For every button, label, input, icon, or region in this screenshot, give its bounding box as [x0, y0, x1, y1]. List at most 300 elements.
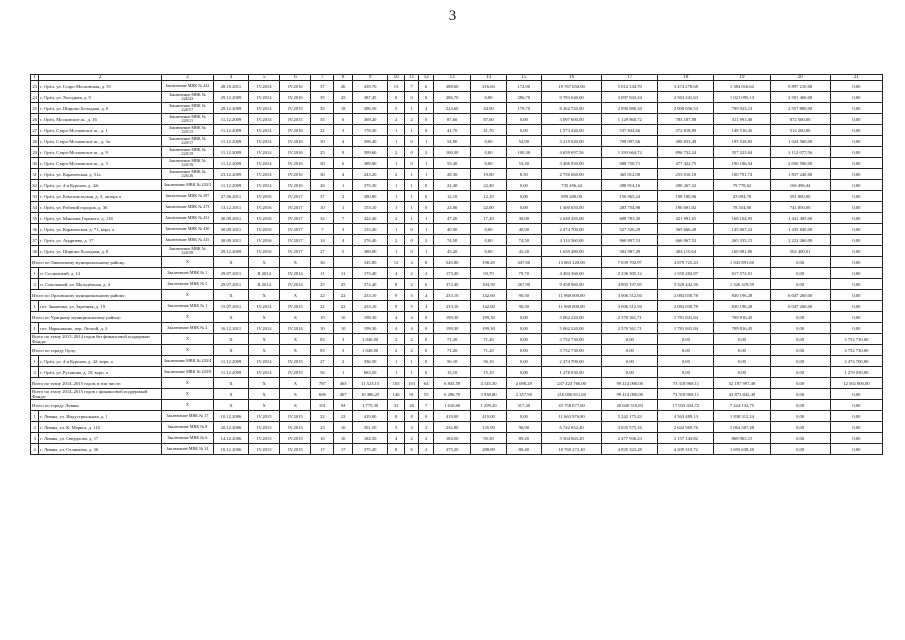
value-cell: 10 386,25: [352, 389, 387, 400]
value-cell: 108 180,06: [658, 191, 714, 202]
document-cell: Заключение МВК № 226/57: [161, 103, 213, 114]
value-cell: 8: [388, 411, 405, 422]
value-cell: 830 196,28: [714, 290, 770, 301]
value-cell: 26: [311, 180, 334, 191]
value-cell: 10.12.2006: [213, 411, 248, 422]
value-cell: 233,10: [352, 290, 387, 301]
value-cell: 13: [388, 81, 405, 92]
value-cell: 90,50: [506, 301, 541, 312]
document-cell: Заключение МВК № 6: [161, 433, 213, 444]
value-cell: 0,00: [830, 389, 882, 400]
table-row: [31, 158, 883, 169]
value-cell: 27: [311, 246, 334, 257]
value-cell: IV.2016: [249, 213, 280, 224]
address-cell: г. Орёл, ул. 4-я Курская, д. 42г: [39, 180, 162, 191]
value-cell: 233,10: [433, 290, 470, 301]
value-cell: 0,00: [602, 356, 658, 367]
value-cell: 10: [311, 202, 334, 213]
value-cell: 11 523,15: [352, 378, 387, 389]
value-cell: 22,00: [433, 202, 470, 213]
value-cell: 0,00: [506, 191, 541, 202]
value-cell: 1: [404, 367, 419, 378]
value-cell: 387,45: [352, 92, 387, 103]
address-cell: г. Орёл, Московское ш., д. 16: [39, 114, 162, 125]
value-cell: X: [249, 290, 280, 301]
table-row: [31, 279, 883, 290]
value-cell: 388,60: [433, 81, 470, 92]
document-cell: X: [161, 400, 213, 411]
address-cell: г. Орёл, Старо-Московское ш., д. 3а: [39, 136, 162, 147]
address-cell: г. Орёл, ул. Рабочий городок, д. 36: [39, 202, 162, 213]
value-cell: 3 752 730,00: [830, 345, 882, 356]
value-cell: IV.2017: [280, 224, 311, 235]
document-cell: X: [161, 378, 213, 389]
document-cell: Заключение МВК № 14: [161, 444, 213, 455]
value-cell: 2: [404, 268, 419, 279]
address-cell: г. Орёл, ул. Широко-Холодная, д. 8: [39, 246, 162, 257]
value-cell: 5 062 220,00: [541, 312, 601, 323]
value-cell: 2: [419, 422, 434, 433]
value-cell: 527 526,29: [602, 224, 658, 235]
value-cell: 0,00: [506, 114, 541, 125]
value-cell: 5: [388, 103, 405, 114]
row-number-cell: 28: [31, 136, 39, 147]
value-cell: 83: [311, 334, 334, 345]
value-cell: 6 047 260,00: [770, 301, 830, 312]
value-cell: 1 278 030,00: [541, 367, 601, 378]
value-cell: 0: [404, 136, 419, 147]
value-cell: 30,00: [506, 213, 541, 224]
value-cell: 696: [311, 389, 334, 400]
value-cell: 93,70: [471, 268, 506, 279]
address-cell: г. Орёл, ул. Карачевская, д. 51а: [39, 169, 162, 180]
page-number: 3: [448, 8, 457, 24]
address-cell: г. Орёл, ул. Русанова, д. 19, корп. а: [39, 367, 162, 378]
value-cell: 243,20: [352, 169, 387, 180]
value-cell: 1: [388, 191, 405, 202]
value-cell: 56,10: [471, 356, 506, 367]
value-cell: 11.12.2009: [213, 125, 248, 136]
value-cell: 617 572,01: [714, 268, 770, 279]
row-number-cell: 2: [31, 367, 39, 378]
value-cell: 15.07.2011: [213, 301, 248, 312]
value-cell: 0,00: [830, 136, 882, 147]
value-cell: 783 187,88: [658, 114, 714, 125]
value-cell: 709 816,45: [714, 323, 770, 334]
document-cell: Заключение МВК № 431: [161, 213, 213, 224]
value-cell: 10.12.2006: [213, 444, 248, 455]
value-cell: 36: [311, 257, 334, 268]
value-cell: 86,40: [506, 444, 541, 455]
value-cell: 0,00: [830, 235, 882, 246]
column-number: 1: [31, 75, 39, 81]
value-cell: 56,10: [433, 356, 470, 367]
value-cell: 3 406 950,00: [541, 158, 601, 169]
address-cell: г. Ливны, ул. Индустриальная, д. 1: [39, 411, 162, 422]
value-cell: 99 414 000,00: [602, 378, 658, 389]
value-cell: 11.12.2009: [213, 367, 248, 378]
value-cell: IV.2015: [280, 114, 311, 125]
value-cell: 666 067,52: [658, 235, 714, 246]
value-cell: 1: [388, 246, 405, 257]
value-cell: 10: [311, 312, 334, 323]
value-cell: 8: [404, 411, 419, 422]
value-cell: 0,00: [506, 323, 541, 334]
value-cell: 153,10: [352, 202, 387, 213]
value-cell: 0,00: [471, 136, 506, 147]
value-cell: 79,70: [506, 268, 541, 279]
column-number: 16: [541, 75, 601, 81]
value-cell: 1: [388, 202, 405, 213]
value-cell: 27: [311, 356, 334, 367]
value-cell: 1: [404, 169, 419, 180]
value-cell: 1 064 507,48: [714, 422, 770, 433]
value-cell: 0,00: [770, 378, 830, 389]
value-cell: 29.12.2009: [213, 92, 248, 103]
value-cell: IV.2015: [249, 422, 280, 433]
document-cell: Заключение МВК № 435: [161, 235, 213, 246]
value-cell: X: [249, 389, 280, 400]
value-cell: 288 914,16: [602, 180, 658, 191]
value-cell: 0,00: [830, 92, 882, 103]
value-cell: 388,80: [352, 246, 387, 257]
value-cell: 16: [334, 422, 353, 433]
value-cell: IV.2014: [249, 136, 280, 147]
table-row: [31, 224, 883, 235]
value-cell: II.2014: [249, 268, 280, 279]
value-cell: IV.2014: [249, 323, 280, 334]
value-cell: IV.2014: [280, 279, 311, 290]
value-cell: 22: [334, 301, 353, 312]
value-cell: 172,00: [506, 81, 541, 92]
value-cell: 4 879 725,43: [658, 257, 714, 268]
value-cell: 0,00: [830, 301, 882, 312]
row-number-cell: 37: [31, 235, 39, 246]
value-cell: 3: [334, 125, 353, 136]
value-cell: 2: [404, 114, 419, 125]
value-cell: 11.12.2009: [213, 114, 248, 125]
column-number: 14: [471, 75, 506, 81]
value-cell: 11 663 976,80: [541, 411, 601, 422]
value-cell: 6 843,59: [433, 378, 470, 389]
value-cell: 1: [404, 356, 419, 367]
value-cell: 896 732,24: [658, 147, 714, 158]
table-row: [31, 202, 883, 213]
table-row: [31, 180, 883, 191]
document-cell: Заключение МВК № 220/15: [161, 125, 213, 136]
column-number: 7: [311, 75, 334, 81]
value-cell: 9 783 640,00: [541, 92, 601, 103]
value-cell: 1: [334, 180, 353, 191]
value-cell: 0: [419, 356, 434, 367]
address-cell: г. Ливны, ул. Свердлова, д. 17: [39, 433, 162, 444]
value-cell: 0,00: [830, 224, 882, 235]
value-cell: 91: [404, 389, 419, 400]
value-cell: 15,10: [433, 367, 470, 378]
value-cell: 0: [404, 147, 419, 158]
value-cell: 37: [311, 191, 334, 202]
row-number-cell: 3: [31, 433, 39, 444]
value-cell: 1 021 095,13: [714, 92, 770, 103]
value-cell: 365 666,49: [658, 224, 714, 235]
row-number-cell: 24: [31, 92, 39, 103]
value-cell: 608 783,40: [602, 213, 658, 224]
value-cell: 32: [311, 213, 334, 224]
value-cell: 135,90: [471, 422, 506, 433]
table-row: [31, 323, 883, 334]
table-row: [31, 213, 883, 224]
value-cell: 3 938,80: [471, 389, 506, 400]
value-cell: 0: [419, 411, 434, 422]
value-cell: 25: [334, 92, 353, 103]
value-cell: 22: [334, 411, 353, 422]
value-cell: 0: [419, 125, 434, 136]
value-cell: IV.2014: [249, 147, 280, 158]
value-cell: 4 803 197,85: [602, 279, 658, 290]
value-cell: 1: [334, 367, 353, 378]
value-cell: 2: [388, 345, 405, 356]
value-cell: 100,30: [506, 147, 541, 158]
value-cell: 8 262 720,00: [541, 103, 601, 114]
value-cell: 198,20: [471, 257, 506, 268]
value-cell: 389,90: [352, 158, 387, 169]
value-cell: 0,00: [830, 268, 882, 279]
value-cell: 1: [388, 367, 405, 378]
value-cell: X: [213, 312, 248, 323]
value-cell: 29.07.2011: [213, 268, 248, 279]
value-cell: 0,00: [770, 323, 830, 334]
value-cell: 133,40: [352, 224, 387, 235]
value-cell: 23.12.2009: [213, 169, 248, 180]
value-cell: 419,00: [352, 411, 387, 422]
value-cell: 4: [419, 301, 434, 312]
value-cell: 41,70: [433, 125, 470, 136]
value-cell: 5: [404, 290, 419, 301]
row-number-cell: 35: [31, 213, 39, 224]
value-cell: 1 441 405,00: [770, 213, 830, 224]
value-cell: 0: [419, 114, 434, 125]
address-cell: пгт. Нарышкино, пер. Лесной, д. 2: [39, 323, 162, 334]
value-cell: 0: [419, 345, 434, 356]
value-cell: 17: [311, 444, 334, 455]
value-cell: 439,70: [352, 81, 387, 92]
row-number-cell: 23: [31, 81, 39, 92]
value-cell: 165: [388, 378, 405, 389]
value-cell: 6: [334, 114, 353, 125]
row-number-cell: 1: [31, 268, 39, 279]
value-cell: 267,90: [506, 279, 541, 290]
value-cell: 787: [311, 378, 334, 389]
value-cell: IV.2015: [249, 433, 280, 444]
value-cell: 78 354,00: [714, 202, 770, 213]
document-cell: Заключение МВК № 226/26: [161, 169, 213, 180]
value-cell: 4 659 697,56: [541, 147, 601, 158]
value-cell: 224,60: [433, 103, 470, 114]
value-cell: 35: [311, 92, 334, 103]
value-cell: 0,00: [602, 367, 658, 378]
value-cell: 3 006 512,94: [602, 290, 658, 301]
value-cell: 4: [388, 268, 405, 279]
table-row: [31, 103, 883, 114]
document-cell: Заключение МВК № 220/4: [161, 356, 213, 367]
value-cell: 1 129 860,72: [602, 114, 658, 125]
value-cell: 6: [419, 279, 434, 290]
value-cell: 0,00: [830, 213, 882, 224]
value-cell: 30: [311, 169, 334, 180]
value-cell: 1: [404, 191, 419, 202]
value-cell: 0: [419, 191, 434, 202]
value-cell: 71,20: [471, 345, 506, 356]
value-cell: 83: [311, 345, 334, 356]
value-cell: 421 991,65: [658, 213, 714, 224]
document-cell: Заключение МВК № 226/43: [161, 92, 213, 103]
row-number-cell: 36: [31, 224, 39, 235]
value-cell: 11.12.2009: [213, 180, 248, 191]
value-cell: 375,20: [433, 444, 470, 455]
table-row: [31, 246, 883, 257]
value-cell: IV.2015: [280, 301, 311, 312]
value-cell: 463: [334, 378, 353, 389]
value-cell: 0,00: [506, 367, 541, 378]
value-cell: 54,90: [433, 136, 470, 147]
row-number-cell: 34: [31, 202, 39, 213]
value-cell: 0: [419, 367, 434, 378]
value-cell: 477 422,75: [658, 158, 714, 169]
table-row: [31, 444, 883, 455]
value-cell: 10: [334, 323, 353, 334]
value-cell: 1: [388, 356, 405, 367]
value-cell: 0,00: [770, 356, 830, 367]
value-cell: 4 563 489,13: [658, 411, 714, 422]
value-cell: 94: [334, 400, 353, 411]
value-cell: 37: [311, 81, 334, 92]
value-cell: 0: [404, 224, 419, 235]
value-cell: 199,30: [352, 312, 387, 323]
value-cell: 4: [419, 103, 434, 114]
value-cell: 0,00: [830, 400, 882, 411]
value-cell: 265 335,15: [714, 235, 770, 246]
column-number: 12: [419, 75, 434, 81]
value-cell: 16.12.2011: [213, 323, 248, 334]
value-cell: 4: [334, 169, 353, 180]
value-cell: X: [280, 378, 311, 389]
value-cell: 0,00: [471, 147, 506, 158]
value-cell: 4 114 560,00: [541, 235, 601, 246]
value-cell: 12 502 800,00: [830, 378, 882, 389]
value-cell: 232,80: [433, 422, 470, 433]
value-cell: X: [213, 334, 248, 345]
value-cell: 45,20: [506, 246, 541, 257]
value-cell: 100 791,74: [714, 169, 770, 180]
value-cell: 142,60: [471, 290, 506, 301]
value-cell: 178,30: [352, 125, 387, 136]
column-number: 6: [280, 75, 311, 81]
value-cell: 2: [388, 169, 405, 180]
value-cell: 1: [404, 125, 419, 136]
value-cell: 6: [334, 158, 353, 169]
value-cell: X: [249, 400, 280, 411]
value-cell: 28,30: [433, 169, 470, 180]
value-cell: 8,50: [506, 169, 541, 180]
value-cell: 283 754,98: [602, 202, 658, 213]
value-cell: 22,40: [471, 180, 506, 191]
value-cell: 11 968 000,00: [541, 290, 601, 301]
table-row: [31, 301, 883, 312]
value-cell: 100,30: [433, 147, 470, 158]
value-cell: 6 742 652,40: [541, 422, 601, 433]
value-cell: 199,30: [433, 323, 470, 334]
row-number-cell: 25: [31, 103, 39, 114]
value-cell: 4: [404, 323, 419, 334]
value-cell: 2 157 143,82: [658, 433, 714, 444]
value-cell: 591 860,00: [770, 191, 830, 202]
value-cell: 14: [311, 235, 334, 246]
row-number-cell: 1: [31, 323, 39, 334]
document-cell: Заключение МВК № 442: [161, 81, 213, 92]
value-cell: 173,40: [352, 268, 387, 279]
value-cell: IV.2016: [280, 147, 311, 158]
value-cell: IV.2016: [249, 235, 280, 246]
value-cell: IV.2016: [280, 125, 311, 136]
value-cell: X: [213, 345, 248, 356]
value-cell: 1 384 016,62: [714, 81, 770, 92]
value-cell: 43 094,70: [714, 191, 770, 202]
table-row: [31, 235, 883, 246]
total-row: [31, 378, 883, 389]
table-row: [31, 268, 883, 279]
value-cell: 9: [388, 290, 405, 301]
value-cell: 514 260,00: [770, 125, 830, 136]
address-cell: г. Ливны, ул. Селикаева, д. 36: [39, 444, 162, 455]
value-cell: 4 404 360,00: [541, 268, 601, 279]
value-cell: 190 186,54: [714, 158, 770, 169]
value-cell: 1 837 240,00: [770, 169, 830, 180]
value-cell: 4: [334, 235, 353, 246]
value-cell: 40,90: [433, 224, 470, 235]
value-cell: 0,00: [830, 191, 882, 202]
value-cell: 184,50: [352, 433, 387, 444]
value-cell: 5 504 063,20: [541, 433, 601, 444]
value-cell: 0,00: [714, 356, 770, 367]
value-cell: 6 296,70: [433, 389, 470, 400]
value-cell: 104,50: [471, 279, 506, 290]
value-cell: 0,00: [602, 334, 658, 345]
column-number: 2: [39, 75, 162, 81]
value-cell: IV.2014: [249, 114, 280, 125]
value-cell: 0,00: [506, 411, 541, 422]
value-cell: 47,20: [433, 213, 470, 224]
column-number: 3: [161, 75, 213, 81]
value-cell: 89,20: [506, 433, 541, 444]
table-row: [31, 136, 883, 147]
value-cell: 399,60: [352, 147, 387, 158]
document-cell: Заключение МВК № 1: [161, 301, 213, 312]
value-cell: 2 557 880,00: [770, 103, 830, 114]
document-cell: X: [161, 290, 213, 301]
value-cell: 0: [419, 334, 434, 345]
value-cell: 0,00: [830, 257, 882, 268]
value-cell: 13.12.2011: [213, 202, 248, 213]
value-cell: 87,60: [433, 114, 470, 125]
value-cell: 45 758 077,60: [541, 400, 601, 411]
value-cell: IV.2016: [280, 180, 311, 191]
value-cell: 4: [404, 257, 419, 268]
value-cell: 199,30: [433, 312, 470, 323]
value-cell: 0,00: [830, 279, 882, 290]
document-cell: Заключение МВК № 220/11: [161, 114, 213, 125]
value-cell: 54,90: [506, 136, 541, 147]
value-cell: 0,00: [770, 257, 830, 268]
